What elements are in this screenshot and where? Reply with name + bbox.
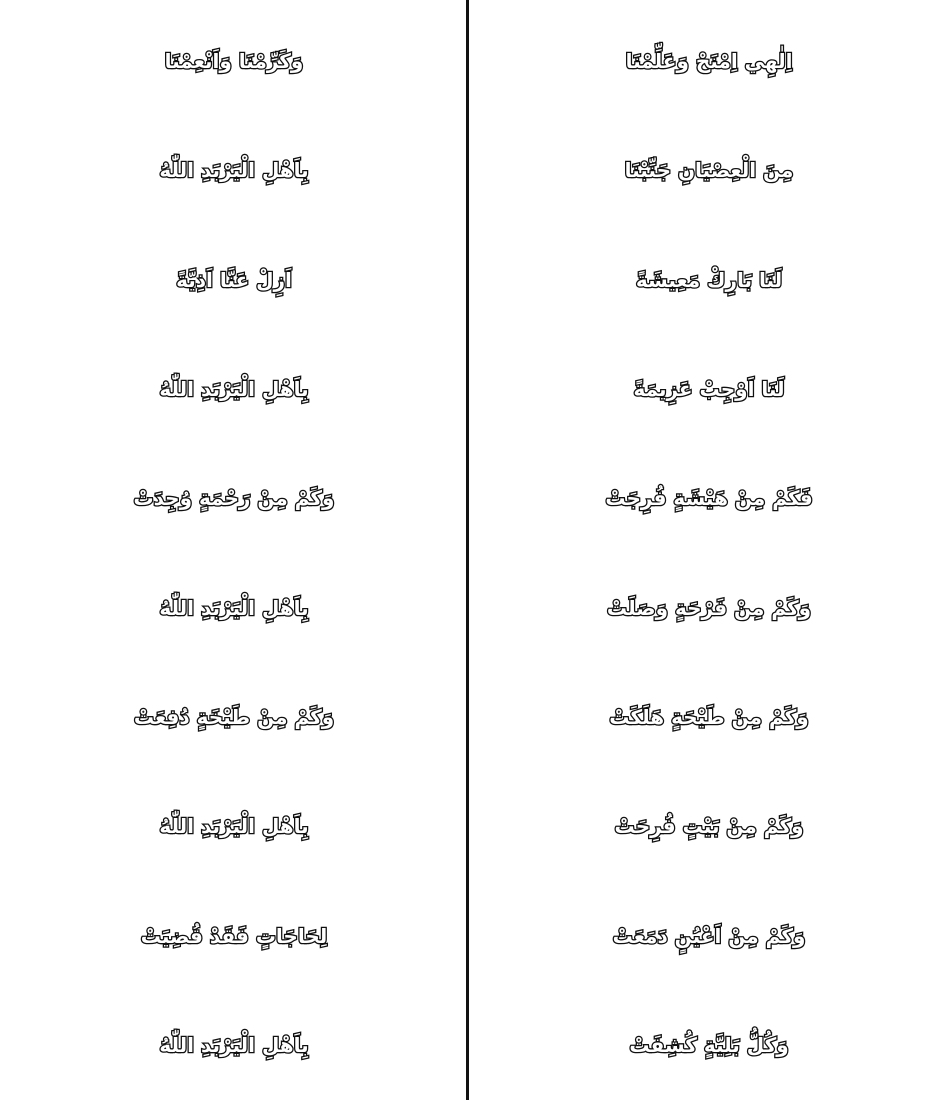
right-verse-5: فَكَمْ مِنْ هَيْشَةٍ فُرِجَتْ	[605, 486, 813, 511]
left-verse-column	[8, 18, 460, 1088]
right-verse-1: اِلٰهِي اِمْنَحْ وَعَلِّمْنَا	[625, 49, 793, 73]
left-verse-9: لِحَاجَاتٍ فَقَدْ قُضِيَتْ	[140, 923, 328, 948]
left-verse-2: بِاَهْلِ الْيَرْبَدِ اللّٰهُ	[159, 158, 309, 183]
left-verse-4: بِاَهْلِ الْيَرْبَدِ اللّٰهُ	[159, 376, 309, 401]
left-verse-5: وَكَمْ مِنْ رَحْمَةٍ وُجِدَتْ	[133, 486, 335, 511]
left-verse-1: وَكَرِّمْنَا وَاَنْعِمْنَا	[164, 49, 304, 73]
left-verse-3: اَزِلْ عَنَّا اَذِيَّةً	[176, 267, 292, 292]
right-verse-2: مِنَ الْعِصْيَانِ جَنِّبْنَا	[624, 158, 794, 183]
left-verse-10: بِاَهْلِ الْيَرْبَدِ اللّٰهُ	[159, 1032, 309, 1057]
right-verse-4: لَنَا اَوْجِبْ عَزِيمَةً	[633, 376, 785, 401]
left-verse-6: بِاَهْلِ الْيَرْبَدِ اللّٰهُ	[159, 595, 309, 620]
column-divider	[466, 0, 469, 1100]
right-verse-9: وَكَمْ مِنْ اَعْيُنٍ دَمَعَتْ	[612, 923, 806, 948]
right-verse-6: وَكَمْ مِنْ فَرْحَةٍ وَصَلَتْ	[606, 595, 812, 620]
right-verse-column	[478, 18, 940, 1088]
left-verse-7: وَكَمْ مِنْ طَيْخَةٍ دُفِعَتْ	[133, 704, 335, 729]
right-verse-10: وَكُلُّ بَلِيَّةٍ كُشِفَتْ	[629, 1032, 789, 1057]
left-verse-8: بِاَهْلِ الْيَرْبَدِ اللّٰهُ	[159, 814, 309, 839]
right-verse-8: وَكَمْ مِنْ بَيْتٍ فُرِحَتْ	[614, 814, 804, 839]
right-verse-7: وَكَمْ مِنْ طَيْحَةٍ هَلَكَتْ	[609, 704, 809, 729]
right-verse-3: لَنَا بَارِكْ مَعِيشَةً	[635, 267, 783, 292]
